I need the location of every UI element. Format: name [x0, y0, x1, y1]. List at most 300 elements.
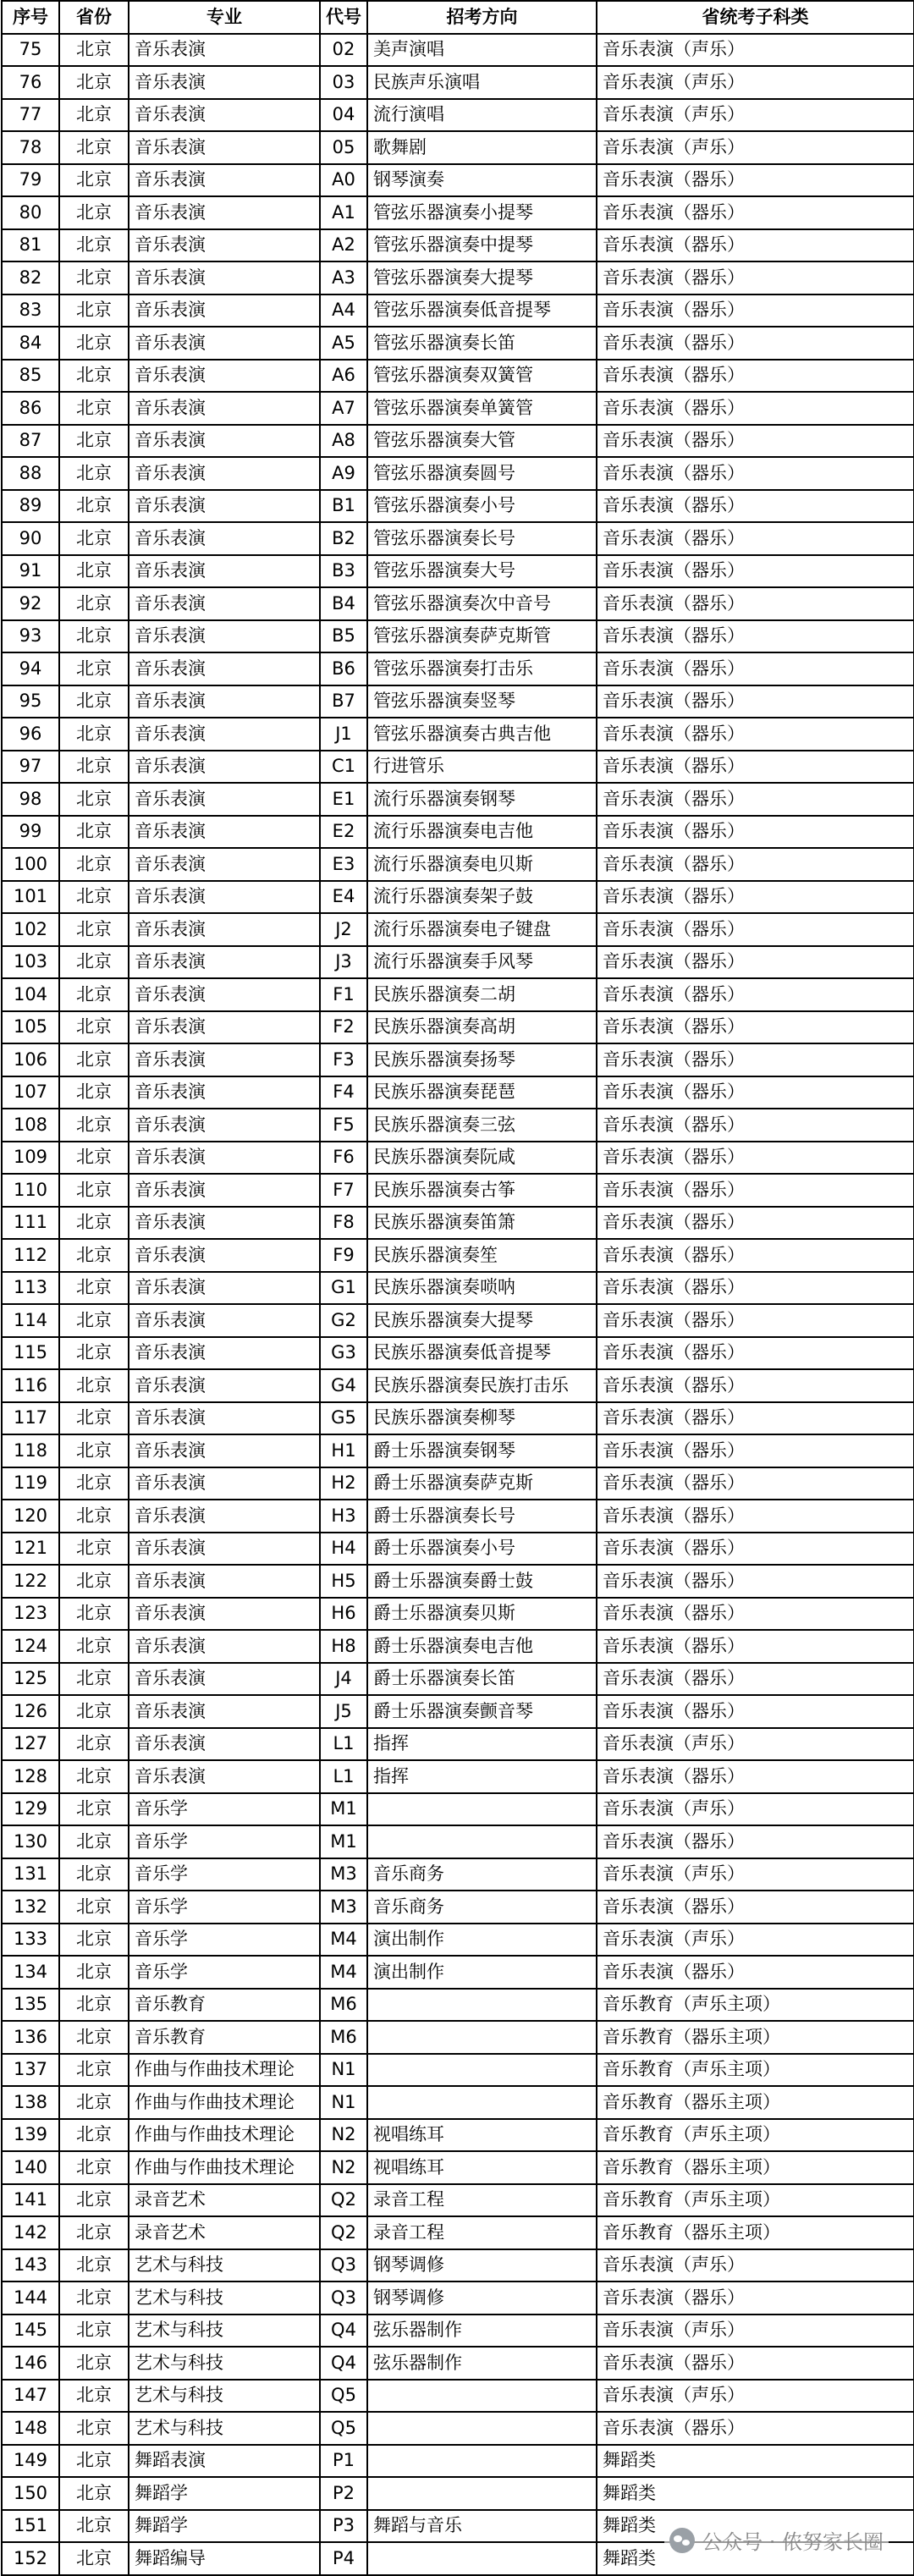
table-row	[2, 718, 914, 751]
cell-province: 北京	[59, 1825, 129, 1858]
cell-province: 北京	[59, 1533, 129, 1566]
table-row	[2, 1239, 914, 1272]
cell-index: 116	[2, 1369, 59, 1402]
cell-major: 录音艺术	[129, 2216, 320, 2249]
cell-index: 88	[2, 457, 59, 490]
cell-province: 北京	[59, 34, 129, 67]
cell-province: 北京	[59, 196, 129, 229]
cell-province: 北京	[59, 229, 129, 262]
cell-province: 北京	[59, 1924, 129, 1957]
table-row	[2, 229, 914, 262]
cell-subject: 音乐表演（器乐）	[597, 490, 914, 523]
cell-province: 北京	[59, 587, 129, 620]
cell-major: 作曲与作曲技术理论	[129, 2054, 320, 2087]
cell-index: 81	[2, 229, 59, 262]
header-subject: 省统考子科类	[597, 1, 914, 34]
cell-major: 音乐教育	[129, 2021, 320, 2054]
cell-major: 音乐学	[129, 1924, 320, 1957]
cell-subject: 音乐教育（器乐主项）	[597, 2086, 914, 2119]
table-row	[2, 2054, 914, 2087]
cell-direction	[367, 1989, 597, 2022]
cell-subject: 音乐教育（声乐主项）	[597, 2054, 914, 2087]
cell-code: Q2	[320, 2216, 367, 2249]
cell-province: 北京	[59, 1858, 129, 1891]
cell-subject: 音乐表演（器乐）	[597, 327, 914, 360]
table-row	[2, 1728, 914, 1761]
cell-major: 舞蹈编导	[129, 2542, 320, 2575]
cell-index: 126	[2, 1695, 59, 1728]
admissions-table	[1, 0, 914, 2576]
cell-index: 85	[2, 360, 59, 393]
cell-direction: 管弦乐器演奏长号	[367, 522, 597, 555]
cell-code: H8	[320, 1630, 367, 1663]
cell-major: 音乐表演	[129, 34, 320, 67]
cell-province: 北京	[59, 1760, 129, 1793]
table-row	[2, 881, 914, 914]
cell-subject: 音乐表演（器乐）	[597, 1891, 914, 1924]
cell-subject: 音乐表演（器乐）	[597, 522, 914, 555]
cell-province: 北京	[59, 1630, 129, 1663]
cell-major: 音乐表演	[129, 294, 320, 328]
cell-direction	[367, 2477, 597, 2510]
cell-subject: 音乐表演（器乐）	[597, 1076, 914, 1109]
cell-index: 76	[2, 66, 59, 99]
cell-subject: 音乐表演（器乐）	[597, 360, 914, 393]
cell-subject: 音乐表演（声乐）	[597, 66, 914, 99]
cell-major: 音乐表演	[129, 1337, 320, 1370]
cell-direction	[367, 2086, 597, 2119]
table-row	[2, 425, 914, 458]
cell-province: 北京	[59, 913, 129, 946]
cell-code: G2	[320, 1304, 367, 1337]
cell-index: 141	[2, 2184, 59, 2217]
cell-direction: 管弦乐器演奏萨克斯管	[367, 620, 597, 653]
cell-index: 80	[2, 196, 59, 229]
cell-major: 音乐表演	[129, 1369, 320, 1402]
cell-code: G5	[320, 1402, 367, 1435]
cell-subject: 音乐表演（器乐）	[597, 1956, 914, 1989]
cell-subject: 音乐表演（器乐）	[597, 1630, 914, 1663]
cell-province: 北京	[59, 685, 129, 718]
cell-index: 95	[2, 685, 59, 718]
cell-subject: 音乐表演（器乐）	[597, 978, 914, 1011]
cell-major: 音乐表演	[129, 946, 320, 979]
cell-direction: 视唱练耳	[367, 2119, 597, 2152]
cell-subject: 音乐表演（声乐）	[597, 34, 914, 67]
cell-province: 北京	[59, 1142, 129, 1175]
cell-major: 音乐表演	[129, 555, 320, 588]
cell-subject: 音乐教育（器乐主项）	[597, 2216, 914, 2249]
cell-subject: 音乐表演（器乐）	[597, 1174, 914, 1207]
cell-major: 音乐表演	[129, 99, 320, 132]
table-row	[2, 2282, 914, 2315]
cell-code: P3	[320, 2510, 367, 2543]
cell-index: 96	[2, 718, 59, 751]
cell-code: F5	[320, 1109, 367, 1142]
table-row	[2, 1011, 914, 1044]
cell-subject: 音乐表演（声乐）	[597, 2315, 914, 2348]
cell-province: 北京	[59, 1989, 129, 2022]
cell-province: 北京	[59, 946, 129, 979]
cell-direction: 民族乐器演奏琵琶	[367, 1076, 597, 1109]
cell-index: 98	[2, 783, 59, 816]
cell-subject: 音乐表演（器乐）	[597, 1663, 914, 1696]
cell-province: 北京	[59, 816, 129, 849]
cell-subject: 音乐表演（声乐）	[597, 1924, 914, 1957]
cell-direction: 音乐商务	[367, 1858, 597, 1891]
cell-province: 北京	[59, 164, 129, 197]
cell-major: 音乐表演	[129, 1174, 320, 1207]
cell-subject: 音乐表演（器乐）	[597, 881, 914, 914]
cell-direction	[367, 2054, 597, 2087]
table-row	[2, 2477, 914, 2510]
cell-code: A2	[320, 229, 367, 262]
cell-major: 音乐表演	[129, 66, 320, 99]
cell-subject: 音乐表演（器乐）	[597, 1272, 914, 1305]
table-row	[2, 685, 914, 718]
cell-direction	[367, 2445, 597, 2478]
cell-code: J2	[320, 913, 367, 946]
cell-direction: 管弦乐器演奏小提琴	[367, 196, 597, 229]
cell-index: 97	[2, 751, 59, 784]
cell-direction	[367, 1825, 597, 1858]
cell-province: 北京	[59, 425, 129, 458]
cell-index: 139	[2, 2119, 59, 2152]
cell-code: J3	[320, 946, 367, 979]
cell-index: 99	[2, 816, 59, 849]
cell-code: C1	[320, 751, 367, 784]
table-row	[2, 1924, 914, 1957]
wechat-icon	[669, 2528, 695, 2553]
cell-index: 150	[2, 2477, 59, 2510]
cell-code: H5	[320, 1565, 367, 1598]
cell-direction: 管弦乐器演奏低音提琴	[367, 294, 597, 328]
cell-direction: 音乐商务	[367, 1891, 597, 1924]
cell-direction: 录音工程	[367, 2216, 597, 2249]
cell-code: F1	[320, 978, 367, 1011]
table-row	[2, 164, 914, 197]
cell-code: 02	[320, 34, 367, 67]
cell-index: 142	[2, 2216, 59, 2249]
cell-direction: 流行乐器演奏钢琴	[367, 783, 597, 816]
cell-major: 音乐表演	[129, 1239, 320, 1272]
cell-direction: 流行乐器演奏电吉他	[367, 816, 597, 849]
cell-major: 音乐学	[129, 1956, 320, 1989]
cell-code: Q2	[320, 2184, 367, 2217]
cell-index: 86	[2, 392, 59, 425]
cell-subject: 音乐表演（器乐）	[597, 1402, 914, 1435]
cell-subject: 音乐表演（器乐）	[597, 1369, 914, 1402]
cell-code: M1	[320, 1825, 367, 1858]
table-row	[2, 2119, 914, 2152]
cell-code: B2	[320, 522, 367, 555]
table-row	[2, 1565, 914, 1598]
table-row	[2, 1369, 914, 1402]
cell-direction: 民族乐器演奏唢呐	[367, 1272, 597, 1305]
cell-province: 北京	[59, 327, 129, 360]
cell-province: 北京	[59, 1174, 129, 1207]
cell-major: 音乐表演	[129, 196, 320, 229]
cell-index: 109	[2, 1142, 59, 1175]
cell-province: 北京	[59, 1272, 129, 1305]
cell-direction: 演出制作	[367, 1956, 597, 1989]
cell-index: 119	[2, 1467, 59, 1500]
cell-major: 音乐表演	[129, 490, 320, 523]
cell-direction: 弦乐器制作	[367, 2315, 597, 2348]
cell-code: J1	[320, 718, 367, 751]
table-row	[2, 1760, 914, 1793]
cell-province: 北京	[59, 1207, 129, 1240]
table-row	[2, 2412, 914, 2445]
cell-code: Q5	[320, 2380, 367, 2413]
table-row	[2, 1467, 914, 1500]
cell-province: 北京	[59, 1467, 129, 1500]
cell-code: B1	[320, 490, 367, 523]
cell-code: H6	[320, 1598, 367, 1631]
cell-direction: 爵士乐器演奏电吉他	[367, 1630, 597, 1663]
cell-province: 北京	[59, 1956, 129, 1989]
table-row	[2, 848, 914, 881]
cell-subject: 音乐表演（器乐）	[597, 1043, 914, 1076]
cell-province: 北京	[59, 294, 129, 328]
cell-direction: 管弦乐器演奏古典吉他	[367, 718, 597, 751]
cell-index: 79	[2, 164, 59, 197]
cell-province: 北京	[59, 1304, 129, 1337]
cell-subject: 音乐表演（器乐）	[597, 1239, 914, 1272]
cell-index: 120	[2, 1500, 59, 1533]
header-code: 代号	[320, 1, 367, 34]
cell-major: 音乐表演	[129, 425, 320, 458]
cell-direction: 流行乐器演奏电子键盘	[367, 913, 597, 946]
cell-index: 111	[2, 1207, 59, 1240]
cell-major: 音乐表演	[129, 1630, 320, 1663]
table-row	[2, 2021, 914, 2054]
cell-code: M3	[320, 1891, 367, 1924]
table-row	[2, 1663, 914, 1696]
table-row	[2, 2086, 914, 2119]
cell-province: 北京	[59, 522, 129, 555]
cell-index: 118	[2, 1434, 59, 1467]
cell-code: E2	[320, 816, 367, 849]
cell-province: 北京	[59, 2119, 129, 2152]
table-row	[2, 1956, 914, 1989]
cell-code: E4	[320, 881, 367, 914]
table-row	[2, 490, 914, 523]
cell-index: 151	[2, 2510, 59, 2543]
cell-direction: 流行乐器演奏电贝斯	[367, 848, 597, 881]
cell-direction: 民族声乐演唱	[367, 66, 597, 99]
table-row	[2, 1533, 914, 1566]
cell-index: 147	[2, 2380, 59, 2413]
cell-index: 137	[2, 2054, 59, 2087]
cell-direction: 管弦乐器演奏竖琴	[367, 685, 597, 718]
cell-code: F2	[320, 1011, 367, 1044]
cell-province: 北京	[59, 2445, 129, 2478]
cell-province: 北京	[59, 1500, 129, 1533]
cell-code: 03	[320, 66, 367, 99]
cell-code: M3	[320, 1858, 367, 1891]
cell-subject: 音乐表演（声乐）	[597, 99, 914, 132]
cell-code: B6	[320, 652, 367, 685]
table-row	[2, 1402, 914, 1435]
cell-direction: 爵士乐器演奏贝斯	[367, 1598, 597, 1631]
cell-province: 北京	[59, 2477, 129, 2510]
cell-index: 82	[2, 261, 59, 294]
cell-province: 北京	[59, 360, 129, 393]
cell-code: A9	[320, 457, 367, 490]
cell-index: 106	[2, 1043, 59, 1076]
cell-province: 北京	[59, 751, 129, 784]
cell-index: 114	[2, 1304, 59, 1337]
cell-subject: 音乐表演（器乐）	[597, 685, 914, 718]
cell-code: N2	[320, 2119, 367, 2152]
cell-direction: 美声演唱	[367, 34, 597, 67]
table-row	[2, 751, 914, 784]
table-row	[2, 99, 914, 132]
cell-index: 133	[2, 1924, 59, 1957]
cell-code: A8	[320, 425, 367, 458]
cell-direction: 爵士乐器演奏萨克斯	[367, 1467, 597, 1500]
table-row	[2, 816, 914, 849]
cell-direction: 钢琴调修	[367, 2249, 597, 2282]
cell-direction: 民族乐器演奏低音提琴	[367, 1337, 597, 1370]
cell-province: 北京	[59, 1109, 129, 1142]
cell-index: 136	[2, 2021, 59, 2054]
cell-major: 音乐表演	[129, 131, 320, 164]
cell-major: 音乐表演	[129, 1043, 320, 1076]
cell-direction: 民族乐器演奏二胡	[367, 978, 597, 1011]
cell-index: 148	[2, 2412, 59, 2445]
cell-major: 音乐表演	[129, 1500, 320, 1533]
cell-subject: 音乐表演（器乐）	[597, 783, 914, 816]
cell-major: 音乐表演	[129, 1142, 320, 1175]
cell-province: 北京	[59, 490, 129, 523]
cell-index: 104	[2, 978, 59, 1011]
cell-index: 112	[2, 1239, 59, 1272]
cell-major: 音乐表演	[129, 620, 320, 653]
table-row	[2, 1272, 914, 1305]
cell-index: 83	[2, 294, 59, 328]
cell-code: 04	[320, 99, 367, 132]
table-row	[2, 457, 914, 490]
cell-direction: 民族乐器演奏笙	[367, 1239, 597, 1272]
table-row	[2, 196, 914, 229]
cell-province: 北京	[59, 881, 129, 914]
table-row	[2, 1989, 914, 2022]
table-row	[2, 360, 914, 393]
cell-province: 北京	[59, 261, 129, 294]
cell-major: 音乐表演	[129, 816, 320, 849]
cell-index: 121	[2, 1533, 59, 1566]
cell-direction: 指挥	[367, 1760, 597, 1793]
cell-province: 北京	[59, 2380, 129, 2413]
cell-major: 音乐学	[129, 1858, 320, 1891]
table-row	[2, 1858, 914, 1891]
cell-province: 北京	[59, 783, 129, 816]
cell-direction: 民族乐器演奏古筝	[367, 1174, 597, 1207]
header-major: 专业	[129, 1, 320, 34]
cell-major: 音乐表演	[129, 1109, 320, 1142]
table-row	[2, 2380, 914, 2413]
cell-subject: 音乐教育（声乐主项）	[597, 2184, 914, 2217]
cell-subject: 音乐表演（器乐）	[597, 2412, 914, 2445]
table-row	[2, 1076, 914, 1109]
cell-province: 北京	[59, 978, 129, 1011]
cell-direction: 演出制作	[367, 1924, 597, 1957]
cell-major: 音乐表演	[129, 718, 320, 751]
watermark-text: 公众号 · 侬努家长圈	[702, 2530, 884, 2554]
cell-direction: 民族乐器演奏大提琴	[367, 1304, 597, 1337]
cell-subject: 音乐表演（器乐）	[597, 1500, 914, 1533]
cell-major: 作曲与作曲技术理论	[129, 2086, 320, 2119]
cell-code: P1	[320, 2445, 367, 2478]
cell-province: 北京	[59, 2282, 129, 2315]
cell-code: G1	[320, 1272, 367, 1305]
cell-province: 北京	[59, 1043, 129, 1076]
cell-index: 131	[2, 1858, 59, 1891]
cell-code: J5	[320, 1695, 367, 1728]
cell-code: Q5	[320, 2412, 367, 2445]
cell-index: 107	[2, 1076, 59, 1109]
cell-province: 北京	[59, 1565, 129, 1598]
cell-direction: 视唱练耳	[367, 2151, 597, 2184]
cell-major: 音乐表演	[129, 1598, 320, 1631]
cell-code: F7	[320, 1174, 367, 1207]
cell-major: 艺术与科技	[129, 2282, 320, 2315]
cell-subject: 舞蹈类	[597, 2445, 914, 2478]
cell-index: 87	[2, 425, 59, 458]
cell-province: 北京	[59, 2510, 129, 2543]
cell-major: 音乐表演	[129, 1695, 320, 1728]
cell-direction: 流行乐器演奏架子鼓	[367, 881, 597, 914]
cell-province: 北京	[59, 1695, 129, 1728]
cell-index: 128	[2, 1760, 59, 1793]
cell-major: 音乐教育	[129, 1989, 320, 2022]
table-row	[2, 327, 914, 360]
cell-index: 77	[2, 99, 59, 132]
cell-province: 北京	[59, 1728, 129, 1761]
cell-major: 音乐表演	[129, 392, 320, 425]
cell-code: F4	[320, 1076, 367, 1109]
cell-index: 89	[2, 490, 59, 523]
cell-direction	[367, 2542, 597, 2575]
cell-direction: 管弦乐器演奏单簧管	[367, 392, 597, 425]
cell-subject: 音乐表演（器乐）	[597, 555, 914, 588]
cell-index: 92	[2, 587, 59, 620]
header-row	[2, 1, 914, 34]
cell-direction: 管弦乐器演奏次中音号	[367, 587, 597, 620]
cell-province: 北京	[59, 2315, 129, 2348]
cell-province: 北京	[59, 848, 129, 881]
cell-subject: 音乐表演（器乐）	[597, 229, 914, 262]
cell-subject: 音乐教育（器乐主项）	[597, 2021, 914, 2054]
table-row	[2, 1891, 914, 1924]
cell-province: 北京	[59, 99, 129, 132]
cell-major: 音乐表演	[129, 1467, 320, 1500]
cell-major: 音乐表演	[129, 261, 320, 294]
cell-code: P4	[320, 2542, 367, 2575]
cell-major: 音乐表演	[129, 1760, 320, 1793]
cell-code: Q4	[320, 2315, 367, 2348]
cell-code: F3	[320, 1043, 367, 1076]
table-row	[2, 2216, 914, 2249]
cell-index: 84	[2, 327, 59, 360]
cell-direction: 钢琴调修	[367, 2282, 597, 2315]
cell-direction: 指挥	[367, 1728, 597, 1761]
cell-subject: 音乐表演（器乐）	[597, 1760, 914, 1793]
cell-subject: 音乐表演（器乐）	[597, 652, 914, 685]
cell-index: 108	[2, 1109, 59, 1142]
